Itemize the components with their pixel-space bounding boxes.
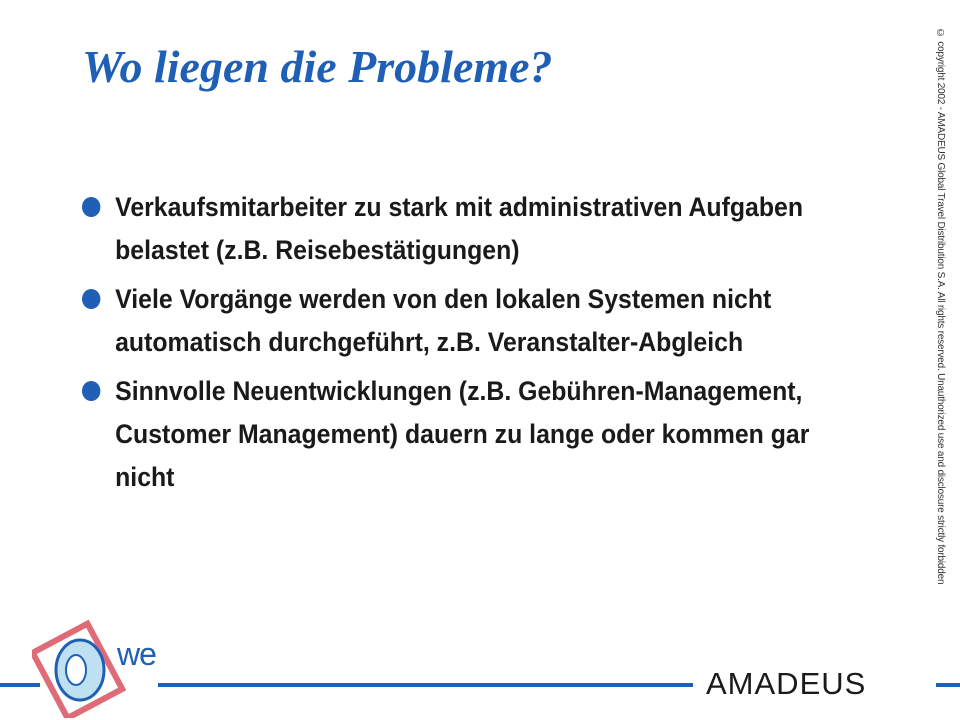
bullet-text: Verkaufsmitarbeiter zu stark mit administrativen Aufgaben belastet (z.B. Reisebestätigungen) [115, 192, 804, 265]
bullet-item [82, 186, 888, 272]
bullet-item [82, 370, 888, 499]
bullet-list [82, 186, 862, 505]
partner-logo-text: we [117, 636, 156, 672]
bullet-dot-icon [82, 197, 100, 217]
bullet-dot-icon [82, 381, 100, 401]
bullet-dot-icon [82, 289, 100, 309]
footer-rule-right [936, 683, 960, 687]
amadeus-logo: amadeus [706, 655, 867, 704]
bullet-text: Sinnvolle Neuentwicklungen (z.B. Gebühren-Management, Customer Management) dauern zu lange oder kommen gar nicht [115, 376, 810, 492]
slide-title: Wo liegen die Probleme? [82, 41, 553, 92]
copyright-notice: © copyright 2002 - AMADEUS Global Travel Distribution S.A. All rights reserved. Unauthorized use and disclosure strictly forbidden [935, 28, 946, 585]
bullet-item [82, 278, 888, 364]
footer-rule-middle [158, 683, 693, 687]
bullet-text: Viele Vorgänge werden von den lokalen Systemen nicht automatisch durchgeführt, z.B. Veranstalter-Abgleich [115, 284, 772, 357]
